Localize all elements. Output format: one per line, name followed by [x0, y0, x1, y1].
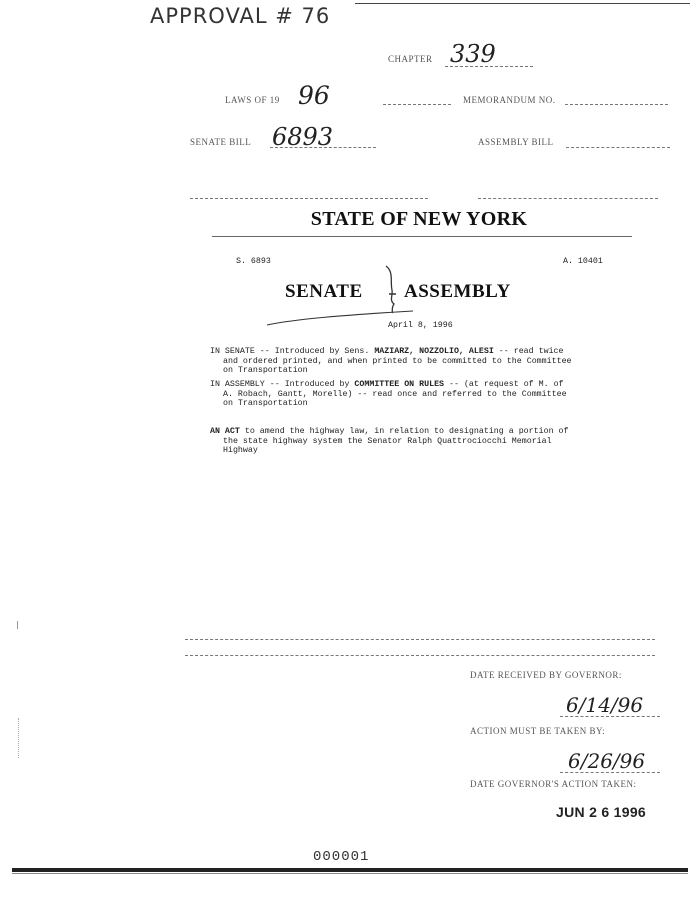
- senate-intro-line-3: on Transportation: [223, 366, 308, 376]
- senate-introduction: [210, 347, 650, 376]
- act-line-1: AN ACT to amend the highway law, in relation to designating a portion of: [210, 427, 569, 436]
- state-title: STATE OF NEW YORK: [310, 208, 528, 230]
- date-received-value: 6/14/96: [566, 693, 644, 717]
- action-must-value: 6/26/96: [568, 749, 646, 773]
- senate-heading: SENATE: [285, 281, 363, 302]
- margin-mark: [18, 718, 20, 758]
- separator-top-right: [478, 198, 658, 199]
- assembly-heading: ASSEMBLY: [404, 281, 511, 302]
- act-description: [210, 427, 650, 456]
- laws-underline: [383, 104, 451, 105]
- date-received-underline: [560, 716, 660, 717]
- senate-bill-label: SENATE BILL: [190, 137, 252, 147]
- assembly-bill-underline: [566, 147, 670, 148]
- chapter-number: 339: [450, 40, 496, 68]
- assembly-intro-line-1: IN ASSEMBLY -- Introduced by COMMITTEE ON RULES -- (at request of M. of: [210, 380, 564, 389]
- bottom-rule: [12, 868, 688, 872]
- senate-bill-number: 6893: [272, 123, 334, 151]
- assembly-bill-label: ASSEMBLY BILL: [478, 137, 554, 147]
- date-received-label: DATE RECEIVED BY GOVERNOR:: [470, 670, 622, 680]
- bill-date: April 8, 1996: [388, 321, 453, 330]
- separator-bottom-1: [185, 639, 655, 640]
- action-must-label: ACTION MUST BE TAKEN BY:: [470, 726, 606, 736]
- act-line-2: the state highway system the Senator Ralph Quattrociocchi Memorial: [223, 436, 552, 446]
- senate-bill-underline: [270, 147, 376, 148]
- assembly-intro-line-2: A. Robach, Gantt, Morelle) -- read once and referred to the Committee: [223, 389, 567, 399]
- memorandum-label: MEMORANDUM NO.: [463, 95, 556, 105]
- state-title-rule: [212, 236, 632, 237]
- page-number: 000001: [313, 849, 370, 865]
- assembly-introduction: [210, 380, 650, 409]
- approval-stamp: APPROVAL # 76: [150, 4, 331, 28]
- action-taken-stamp: JUN 2 6 1996: [556, 804, 646, 820]
- senate-intro-line-1: IN SENATE -- Introduced by Sens. MAZIARZ, NOZZOLIO, ALESI -- read twice: [210, 347, 564, 356]
- laws-label: LAWS OF 19: [225, 95, 280, 105]
- memorandum-underline: [565, 104, 668, 105]
- act-line-3: Highway: [223, 446, 258, 456]
- laws-year: 96: [298, 81, 330, 110]
- assembly-number: A. 10401: [563, 257, 603, 266]
- action-must-underline: [560, 772, 660, 773]
- assembly-intro-line-3: on Transportation: [223, 399, 308, 409]
- senate-number: S. 6893: [236, 257, 271, 266]
- senate-intro-line-2: and ordered printed, and when printed to be committed to the Committee: [223, 356, 572, 366]
- top-rule: [355, 3, 690, 4]
- chapter-underline: [445, 66, 533, 67]
- separator-top-left: [190, 198, 428, 199]
- chapter-label: CHAPTER: [388, 54, 433, 64]
- bottom-rule-shadow: [12, 873, 688, 874]
- margin-mark: [17, 621, 18, 629]
- action-taken-label: DATE GOVERNOR'S ACTION TAKEN:: [470, 779, 637, 789]
- separator-bottom-2: [185, 655, 655, 656]
